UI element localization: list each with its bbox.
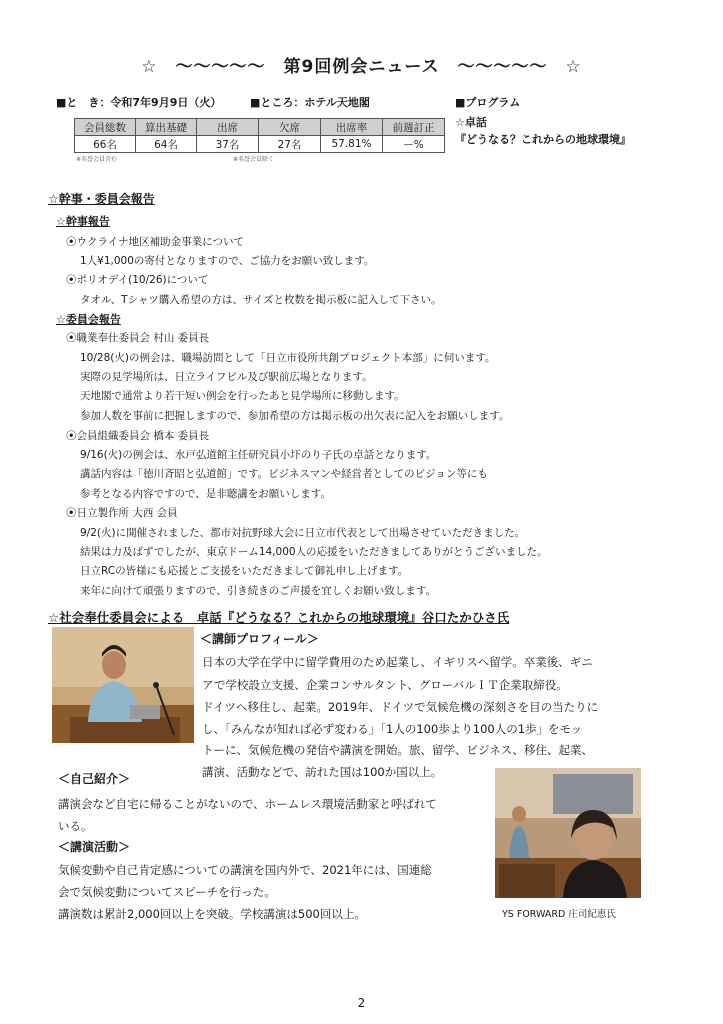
- attendance-table: [74, 118, 445, 153]
- table-header: 算出基礎: [136, 119, 197, 136]
- table-note-left: ※名誉会員含む: [76, 156, 118, 163]
- activity-heading: ＜講演活動＞: [58, 840, 131, 854]
- page-number: 2: [357, 996, 366, 1010]
- program-heading: ■プログラム: [455, 96, 521, 109]
- report-item-title: ⦿日立製作所 大西 会員: [66, 507, 178, 519]
- report-line: 参考となる内容ですので、是非聴講をお願いします。: [80, 488, 331, 500]
- table-cell: 37名: [197, 136, 259, 153]
- guest-photo-image: [495, 768, 641, 898]
- table-note-right: ※名誉会員除く: [233, 156, 275, 163]
- report-line: 9/16(火)の例会は、水戸弘道館主任研究員小圷のり子氏の卓話となります。: [80, 449, 437, 461]
- subheading-committee: ☆委員会報告: [56, 313, 121, 326]
- report-line: 結果は力及ばずでしたが、東京ドーム14,000人の応援をいただきましてありがとうございました。: [80, 546, 548, 558]
- table-cell: 64名: [136, 136, 197, 153]
- report-item-title: ⦿ポリオデイ(10/26)について: [66, 274, 209, 286]
- table-header: 出席率: [321, 119, 383, 136]
- report-line: 10/28(火)の例会は、職場訪問として「日立市役所共創プロジェクト本部」に伺います。: [80, 352, 496, 364]
- intro-heading: ＜自己紹介＞: [58, 772, 131, 786]
- profile-line: 講演、活動などで、訪れた国は100か国以上。: [202, 765, 443, 779]
- report-line: 1人¥1,000の寄付となりますので、ご協力をお願い致します。: [80, 255, 375, 267]
- report-line: タオル、Tシャツ購入希望の方は、サイズと枚数を掲示板に記入して下さい。: [80, 294, 442, 306]
- section-heading-reports: ☆幹事・委員会報告: [48, 192, 155, 206]
- activity-line: 会で気候変動についてスピーチを行った。: [58, 885, 276, 899]
- profile-line: ドイツへ移住し、起業。2019年、ドイツで気候危機の深刻さを目の当たりに: [202, 700, 599, 714]
- intro-line: 講演会など自宅に帰ることがないので、ホームレス環境活動家と呼ばれて: [58, 797, 437, 811]
- guest-photo-caption: YS FORWARD 庄司紀恵氏: [502, 909, 616, 920]
- meeting-place: ■ところ：ホテル天地閣: [250, 96, 370, 109]
- table-header: 前週訂正: [383, 119, 445, 136]
- guest-photo: [495, 768, 641, 898]
- intro-line: いる。: [58, 819, 93, 833]
- subheading-secretary: ☆幹事報告: [56, 215, 110, 228]
- table-cell: 66名: [75, 136, 136, 153]
- report-line: 参加人数を事前に把握しますので、参加希望の方は掲示板の出欠表に記入をお願いします。: [80, 410, 510, 422]
- table-header: 欠席: [259, 119, 321, 136]
- table-cell: 27名: [259, 136, 321, 153]
- activity-line: 気候変動や自己肯定感についての講演を国内外で、2021年には、国連総: [58, 863, 432, 877]
- report-item-title: ⦿職業奉仕委員会 村山 委員長: [66, 332, 210, 344]
- table-header: 会員総数: [75, 119, 136, 136]
- section-heading-talk: ☆社会奉仕委員会による 卓話『どうなる？これからの地球環境』谷口たかひさ氏: [48, 610, 510, 625]
- report-line: 講話内容は「徳川斉昭と弘道館」です。ビジネスマンや経営者としてのビジョン等にも: [80, 468, 488, 480]
- program-talk: 『どうなる？これからの地球環境』: [455, 133, 631, 146]
- table-cell: 57.81%: [321, 136, 383, 153]
- report-line: 9/2(火)に開催されました、都市対抗野球大会に日立市代表として出場させていただきました。: [80, 527, 526, 539]
- report-line: 日立RCの皆様にも応援とご支援をいただきまして御礼申し上げます。: [80, 565, 409, 577]
- profile-line: アで学校設立支援、企業コンサルタント、グローバルＩＴ企業取締役。: [202, 678, 568, 692]
- report-line: 来年に向けて頑張りますので、引き続きのご声援を宜しくお願い致します。: [80, 585, 436, 597]
- table-row: [75, 136, 445, 153]
- table-cell: ー%: [383, 136, 445, 153]
- speaker-photo-image: [52, 627, 194, 743]
- report-item-title: ⦿会員組織委員会 橋本 委員長: [66, 430, 210, 442]
- speaker-photo: [52, 627, 194, 743]
- profile-line: 日本の大学在学中に留学費用のため起業し、イギリスへ留学。卒業後、ギニ: [202, 655, 593, 669]
- meeting-date: ■と き：令和7年9月9日（火）: [56, 96, 222, 109]
- report-line: 実際の見学場所は、日立ライフビル及び駅前広場となります。: [80, 371, 373, 383]
- profile-heading: ＜講師プロフィール＞: [200, 632, 319, 646]
- profile-line: し、「みんなが知れば必ず変わる」「1人の100歩より100人の1歩」をモッ: [202, 722, 583, 736]
- program-sub: ☆卓話: [455, 116, 487, 129]
- table-header-row: [75, 119, 445, 136]
- report-line: 天地閣で通常より若干短い例会を行ったあと見学場所に移動します。: [80, 390, 405, 402]
- profile-line: トーに、気候危機の発信や講演を開始。旅、留学、ビジネス、移住、起業、: [202, 743, 593, 757]
- page-title: ☆ ～～～～～ 第9回例会ニュース ～～～～～ ☆: [141, 57, 582, 77]
- activity-line: 講演数は累計2,000回以上を突破。学校講演は500回以上。: [58, 907, 366, 921]
- table-header: 出席: [197, 119, 259, 136]
- report-item-title: ⦿ウクライナ地区補助金事業について: [66, 236, 244, 248]
